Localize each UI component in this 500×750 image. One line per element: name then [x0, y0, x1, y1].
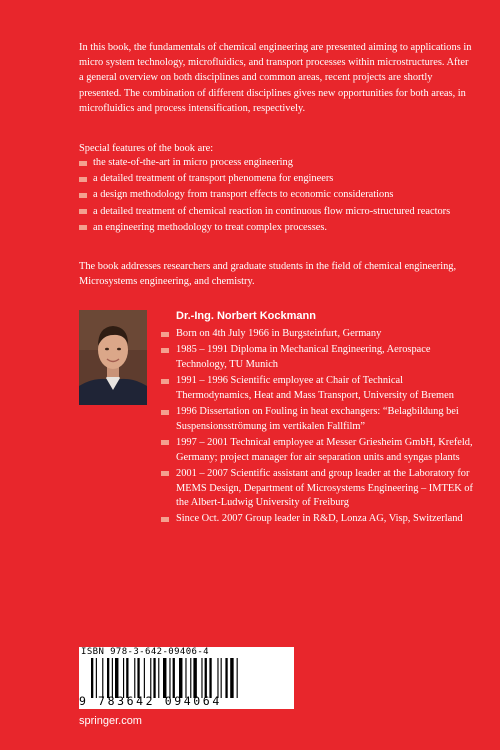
bullet-icon [79, 193, 87, 198]
cv-item [160, 436, 480, 465]
author-name: Dr.-Ing. Norbert Kockmann [176, 310, 316, 322]
bullet-icon [161, 348, 169, 353]
cv-item [160, 467, 480, 511]
cv-text: Born on 4th July 1966 in Burgsteinfurt, Germany [176, 328, 382, 339]
feature-text: an engineering methodology to treat complex processes. [93, 221, 328, 233]
cv-text: 1997 – 2001 Technical employee at Messer Griesheim GmbH, Krefeld, Germany; project manager for air separation units and syngas plants [176, 436, 473, 463]
bullet-icon [161, 517, 169, 522]
feature-item [79, 221, 474, 236]
cv-item [160, 343, 480, 372]
features-list [79, 156, 474, 237]
isbn-label: ISBN 978-3-642-09406-4 [81, 647, 210, 657]
cv-text: Since Oct. 2007 Group leader in R&D, Lonza AG, Visp, Switzerland [176, 513, 463, 525]
bullet-icon [79, 209, 87, 214]
feature-text: the state-of-the-art in micro process engineering [93, 157, 293, 168]
cv-item [160, 405, 480, 434]
feature-text: a design methodology from transport effects to economic considerations [93, 189, 394, 201]
bullet-icon [79, 177, 87, 182]
barcode-icon [89, 658, 289, 698]
bullet-icon [79, 161, 87, 166]
publisher-site: springer.com [79, 715, 142, 727]
feature-item [79, 188, 474, 203]
feature-text: a detailed treatment of transport phenomena for engineers [93, 173, 334, 185]
cv-text: 1996 Dissertation on Fouling in heat exchangers: “Belagbildung bei Suspensionsströmung im vertikalen Fallfilm” [176, 406, 459, 432]
author-photo [79, 310, 147, 405]
cv-item [160, 327, 480, 342]
bullet-icon [161, 440, 169, 445]
feature-item [79, 205, 474, 220]
cv-text: 2001 – 2007 Scientific assistant and group leader at the Laboratory for MEMS Design, Department of Microsystems Engineering – IMTEK of the Albert-Ludwig University of Freiburg [176, 467, 473, 509]
feature-item [79, 172, 474, 187]
author-portrait-icon [79, 310, 147, 405]
bullet-icon [161, 410, 169, 415]
feature-text: a detailed treatment of chemical reaction in continuous flow micro-structured reactors [93, 205, 451, 217]
barcode-box [79, 647, 294, 709]
features-heading: Special features of the book are: [79, 143, 214, 154]
barcode-number: 9 783642 094064 [79, 694, 222, 708]
bullet-icon [79, 225, 87, 230]
cv-item [160, 374, 480, 403]
feature-item [79, 156, 474, 171]
bullet-icon [161, 379, 169, 384]
intro-paragraph: In this book, the fundamentals of chemical engineering are presented aiming to applications in micro system technology, microfluidics, and transport processes within microstructures. After a general overview on both disciplines and common areas, recent projects are shortly presented. The combination of different disciplines gives new opportunities for both areas, in microfluidics and process intensification, respectively. [79, 42, 472, 114]
cv-text: 1985 – 1991 Diploma in Mechanical Engineering, Aerospace Technology, TU Munich [176, 344, 431, 370]
audience-paragraph: The book addresses researchers and graduate students in the field of chemical engineering, Microsystems engineering, and chemistry. [79, 261, 457, 288]
cv-item [160, 512, 480, 527]
author-cv-list [160, 327, 480, 529]
cv-text: 1991 – 1996 Scientific employee at Chair of Technical Thermodynamics, Heat and Mass Transport, University of Bremen [176, 375, 454, 401]
bullet-icon [161, 471, 169, 476]
bullet-icon [161, 332, 169, 337]
